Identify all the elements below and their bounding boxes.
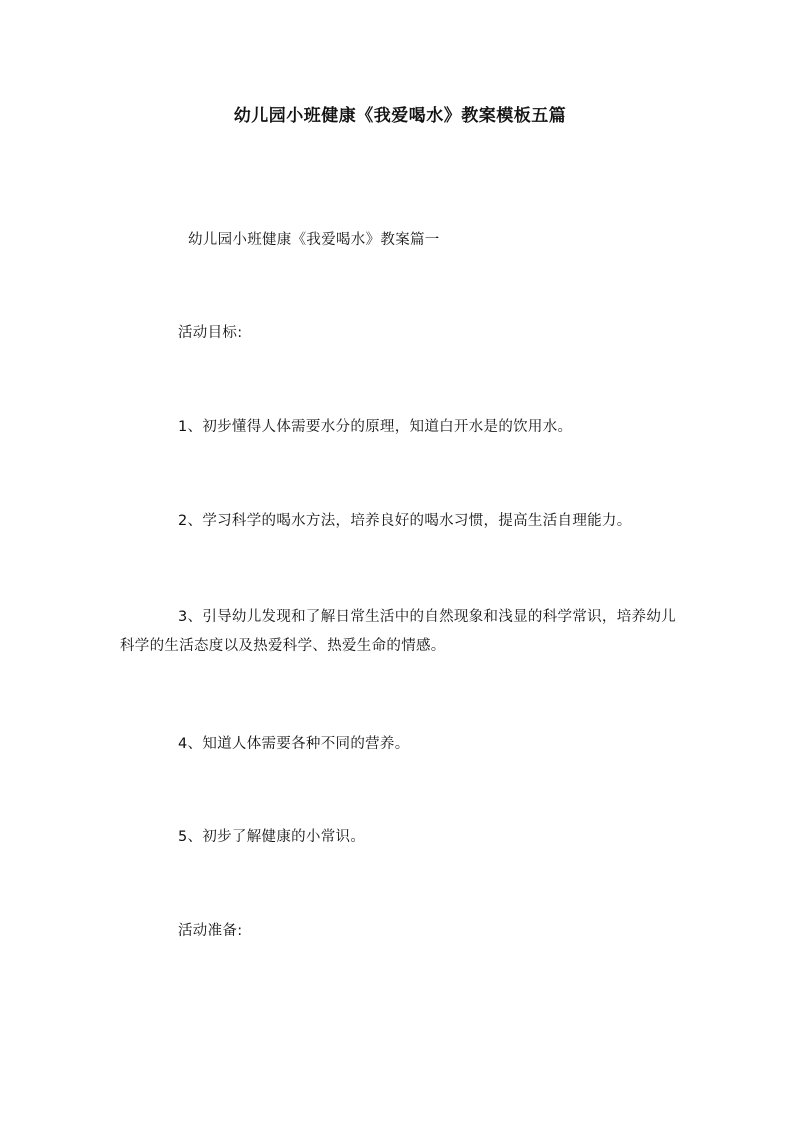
goal-item-3: 3、引导幼儿发现和了解日常生活中的自然现象和浅显的科学常识，培养幼儿科学的生活态度以及热爱科学、热爱生命的情感。 [120,609,676,654]
section-subtitle: 幼儿园小班健康《我爱喝水》教案篇一 [188,232,440,248]
goal-item-4: 4、知道人体需要各种不同的营养。 [178,736,410,752]
prep-heading: 活动准备: [178,923,243,939]
goal-item-2: 2、学习科学的喝水方法，培养良好的喝水习惯，提高生活自理能力。 [178,513,632,529]
goal-item-1: 1、初步懂得人体需要水分的原理，知道白开水是的饮用水。 [178,419,573,435]
goals-heading: 活动目标: [178,325,243,341]
goal-item-5: 5、初步了解健康的小常识。 [178,829,366,845]
document-title: 幼儿园小班健康《我爱喝水》教案模板五篇 [233,106,567,126]
